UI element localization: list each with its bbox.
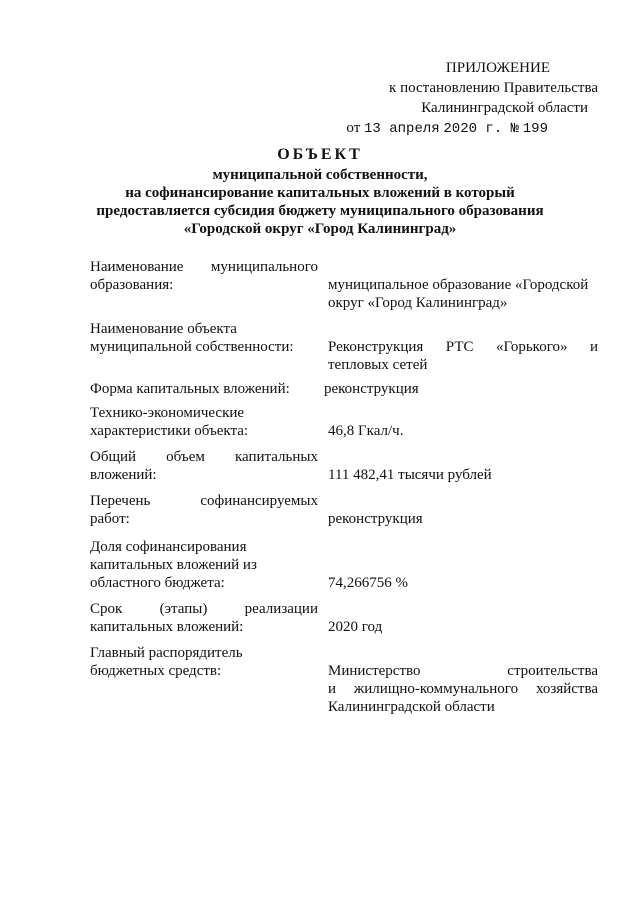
row-value bbox=[328, 466, 598, 484]
row-value-line: Министерство строительства bbox=[328, 663, 598, 679]
row-value bbox=[328, 618, 598, 636]
row-label-line: образования: bbox=[90, 277, 174, 293]
row-label-line: характеристики объекта: bbox=[90, 423, 249, 439]
row-value-line: тепловых сетей bbox=[328, 357, 428, 373]
row-value-line: муниципальное образование «Городской bbox=[328, 277, 589, 293]
row-value-line: 74,266756 % bbox=[328, 575, 408, 591]
document-number: 199 bbox=[522, 121, 548, 137]
row-value bbox=[328, 422, 598, 440]
row-value-line: реконструкция bbox=[328, 511, 423, 527]
heading-line-4: «Городской округ «Город Калининград» bbox=[183, 221, 457, 237]
row-value bbox=[328, 510, 598, 528]
heading-line-3: предоставляется субсидия бюджету муниципального образования bbox=[96, 203, 544, 219]
row-value-line: Калининградской области bbox=[328, 699, 495, 715]
row-label-line: Наименование муниципального bbox=[90, 259, 318, 275]
row-value bbox=[328, 574, 598, 592]
row-value bbox=[324, 380, 594, 398]
row-label-line: Доля софинансирования bbox=[90, 539, 247, 555]
appendix-block bbox=[346, 58, 598, 139]
row-label bbox=[90, 492, 318, 510]
row-label bbox=[90, 320, 318, 356]
row-label-line: Срок (этапы) реализации bbox=[90, 601, 318, 617]
date-year: 2020 г. № bbox=[443, 121, 520, 137]
date-day-month: 13 апреля bbox=[364, 121, 440, 137]
appendix-title: ПРИЛОЖЕНИЕ bbox=[445, 60, 550, 76]
row-label-line: Форма капитальных вложений: bbox=[90, 381, 290, 397]
row-label bbox=[90, 618, 318, 636]
date-prefix: от bbox=[346, 120, 361, 136]
row-value-line: Реконструкция РТС «Горького» и bbox=[328, 339, 598, 355]
row-label-line: капитальных вложений: bbox=[90, 619, 244, 635]
row-label-line: Наименование объекта bbox=[90, 321, 237, 337]
row-label-line: вложений: bbox=[90, 467, 157, 483]
row-label bbox=[90, 276, 318, 294]
row-label bbox=[90, 448, 318, 466]
row-label-line: Главный распорядитель bbox=[90, 645, 243, 661]
row-label-line: бюджетных средств: bbox=[90, 663, 222, 679]
row-value bbox=[328, 276, 598, 312]
row-value-line: реконструкция bbox=[324, 381, 419, 397]
row-label-line: капитальных вложений из bbox=[90, 557, 257, 573]
row-label bbox=[90, 600, 318, 618]
appendix-line-2: Калининградской области bbox=[421, 100, 588, 116]
row-label-line: муниципальной собственности: bbox=[90, 339, 294, 355]
row-label-line: Перечень софинансируемых bbox=[90, 493, 318, 509]
row-label bbox=[90, 404, 318, 440]
row-label bbox=[90, 258, 318, 276]
row-value-line: 46,8 Гкал/ч. bbox=[328, 423, 404, 439]
row-label bbox=[90, 510, 318, 528]
appendix-line-1: к постановлению Правительства bbox=[389, 80, 598, 96]
row-value bbox=[328, 662, 598, 716]
row-label bbox=[90, 538, 318, 592]
row-label-line: Общий объем капитальных bbox=[90, 449, 318, 465]
row-value-line: 111 482,41 тысячи рублей bbox=[328, 467, 492, 483]
row-label bbox=[90, 380, 318, 398]
row-label-line: работ: bbox=[90, 511, 130, 527]
document-heading bbox=[0, 146, 640, 238]
row-value-line: и жилищно-коммунального хозяйства bbox=[328, 681, 598, 697]
row-label-line: Технико-экономические bbox=[90, 405, 245, 421]
heading-title: ОБЪЕКТ bbox=[277, 146, 363, 163]
heading-line-2: на софинансирование капитальных вложений в который bbox=[125, 185, 515, 201]
row-label bbox=[90, 644, 318, 680]
row-value-line: округ «Город Калининград» bbox=[328, 295, 508, 311]
row-value bbox=[328, 338, 598, 374]
heading-line-1: муниципальной собственности, bbox=[212, 167, 428, 183]
row-value-line: 2020 год bbox=[328, 619, 383, 635]
appendix-date-line bbox=[346, 118, 548, 139]
row-label bbox=[90, 466, 318, 484]
row-label-line: областного бюджета: bbox=[90, 575, 225, 591]
